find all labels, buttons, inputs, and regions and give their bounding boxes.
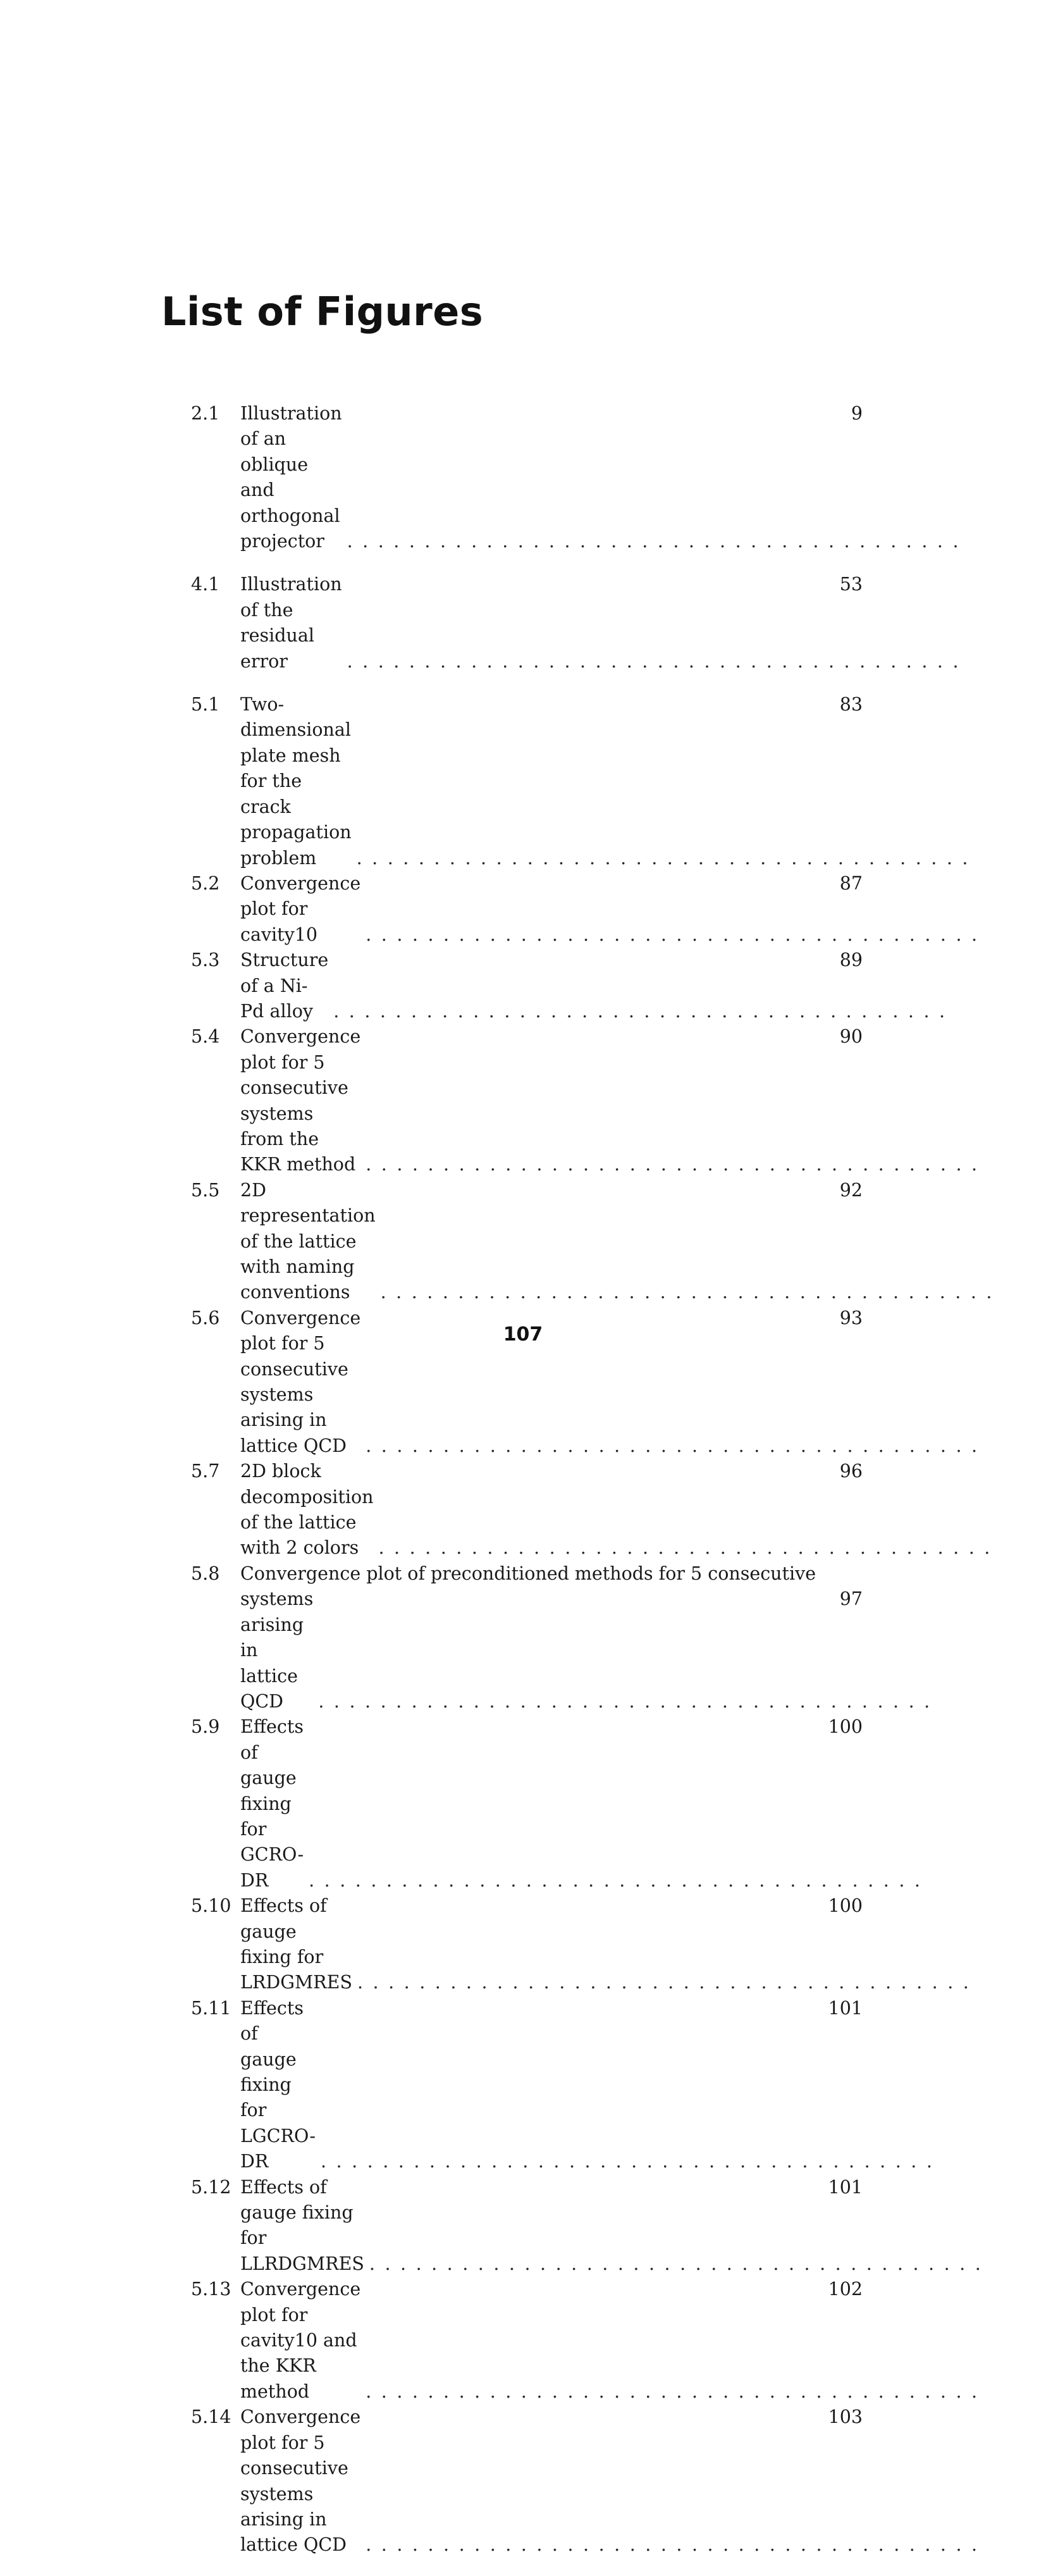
figure-page: 93 <box>839 1307 863 1328</box>
dot-leader: ........................................ <box>321 2151 942 2172</box>
figure-entry[interactable] <box>191 2405 987 2558</box>
figure-page: 97 <box>839 1588 863 1610</box>
figure-page: 92 <box>839 1179 863 1201</box>
figure-page: 102 <box>828 2279 863 2300</box>
list-of-figures <box>191 401 1002 2576</box>
figure-entry[interactable] <box>191 692 978 871</box>
dot-leader: ........................................ <box>366 924 987 945</box>
figure-page: 9 <box>851 403 863 424</box>
page-title: List of Figures <box>161 288 484 335</box>
figure-number: 5.13 <box>191 2279 231 2300</box>
dot-leader: ........................................ <box>366 1435 987 1456</box>
figure-title: Two-dimensional plate mesh for the crack propagation problem <box>240 694 352 869</box>
dot-leader: ........................................ <box>347 531 968 552</box>
figure-entry[interactable] <box>191 401 968 554</box>
figure-title: Illustration of the residual error <box>240 574 342 672</box>
figure-entry[interactable] <box>191 1996 942 2175</box>
figure-number: 5.5 <box>191 1179 220 1201</box>
figure-page: 83 <box>839 694 863 715</box>
figure-title: Effects of gauge fixing for LGCRO-DR <box>240 1997 316 2172</box>
figure-group <box>191 572 968 674</box>
figure-number: 5.14 <box>191 2406 231 2428</box>
figure-page: 53 <box>839 574 863 595</box>
figure-page: 103 <box>828 2406 863 2428</box>
figure-number: 5.7 <box>191 1461 220 1482</box>
figure-title: Convergence plot of preconditioned methods for 5 consecutive <box>240 1563 816 1584</box>
figure-number: 2.1 <box>191 403 220 424</box>
figure-title: Convergence plot for 5 consecutive systems arising in lattice QCD <box>240 1307 361 1456</box>
figure-page: 90 <box>839 1026 863 1048</box>
figure-entry[interactable] <box>191 871 987 948</box>
figure-entry[interactable] <box>191 1459 1000 1561</box>
figure-entry[interactable] <box>191 2175 991 2277</box>
figure-title: 2D block decomposition of the lattice with 2 colors <box>240 1461 374 1559</box>
dot-leader: ........................................ <box>356 847 978 869</box>
figure-page: 100 <box>828 1895 863 1917</box>
dot-leader: ........................................ <box>309 1869 930 1891</box>
figure-number: 5.2 <box>191 872 220 894</box>
figure-entry[interactable] <box>191 1561 863 1587</box>
figure-entry[interactable] <box>191 948 955 1024</box>
figure-page: 101 <box>828 2176 863 2198</box>
figure-entry[interactable] <box>191 1587 940 1714</box>
figure-entry[interactable] <box>191 1714 930 1893</box>
dot-leader: ........................................ <box>378 1537 1000 1559</box>
figure-number: 5.6 <box>191 1307 220 1328</box>
figure-title: Effects of gauge fixing for LRDGMRES <box>240 1895 352 1993</box>
figure-title: Convergence plot for 5 consecutive systems from the KKR method <box>240 1026 361 1175</box>
figure-entry[interactable] <box>191 2277 987 2405</box>
figure-title: Convergence plot for cavity10 <box>240 872 361 945</box>
figure-title: Structure of a Ni-Pd alloy <box>240 950 329 1022</box>
figure-page: 89 <box>839 950 863 971</box>
figure-title: Convergence plot for 5 consecutive systems arising in lattice QCD <box>240 2406 361 2556</box>
figure-number: 5.9 <box>191 1716 220 1738</box>
figure-number: 5.3 <box>191 950 220 971</box>
figure-entry[interactable] <box>191 1178 1002 1306</box>
dot-leader: ........................................ <box>366 2534 987 2556</box>
figure-title: 2D representation of the lattice with naming conventions <box>240 1179 376 1303</box>
figure-group <box>191 692 1002 2558</box>
figure-number: 5.12 <box>191 2176 231 2198</box>
figure-title: Convergence plot for cavity10 and the KKR method <box>240 2279 361 2402</box>
figure-number: 5.11 <box>191 1997 231 2019</box>
figure-number: 4.1 <box>191 574 220 595</box>
figure-number: 5.8 <box>191 1563 220 1584</box>
dot-leader: ........................................ <box>333 1000 955 1022</box>
dot-leader: ........................................ <box>357 1972 979 1993</box>
dot-leader: ........................................ <box>366 2381 987 2402</box>
figure-title: Effects of gauge fixing for LLRDGMRES <box>240 2176 364 2274</box>
figure-entry[interactable] <box>191 1893 979 1996</box>
figure-number: 5.1 <box>191 694 220 715</box>
dot-leader: ........................................ <box>347 650 968 672</box>
figure-page: 87 <box>839 872 863 894</box>
figure-entry[interactable] <box>191 572 968 674</box>
figure-title: Illustration of an oblique and orthogonal projector <box>240 403 342 552</box>
figure-page: 100 <box>828 1716 863 1738</box>
figure-number: 5.10 <box>191 1895 231 1917</box>
dot-leader: ........................................ <box>318 1690 940 1712</box>
dot-leader: ........................................ <box>380 1282 1002 1303</box>
figure-title: systems arising in lattice QCD <box>240 1588 314 1712</box>
dot-leader: ........................................ <box>366 1154 987 1175</box>
figure-entry[interactable] <box>191 1024 987 1177</box>
figure-group <box>191 401 968 554</box>
figure-page: 96 <box>839 1461 863 1482</box>
page-number: 107 <box>503 1323 543 1346</box>
figure-page: 101 <box>828 1997 863 2019</box>
dot-leader: ........................................ <box>369 2253 991 2274</box>
figure-number: 5.4 <box>191 1026 220 1048</box>
figure-title: Effects of gauge fixing for GCRO-DR <box>240 1716 304 1891</box>
